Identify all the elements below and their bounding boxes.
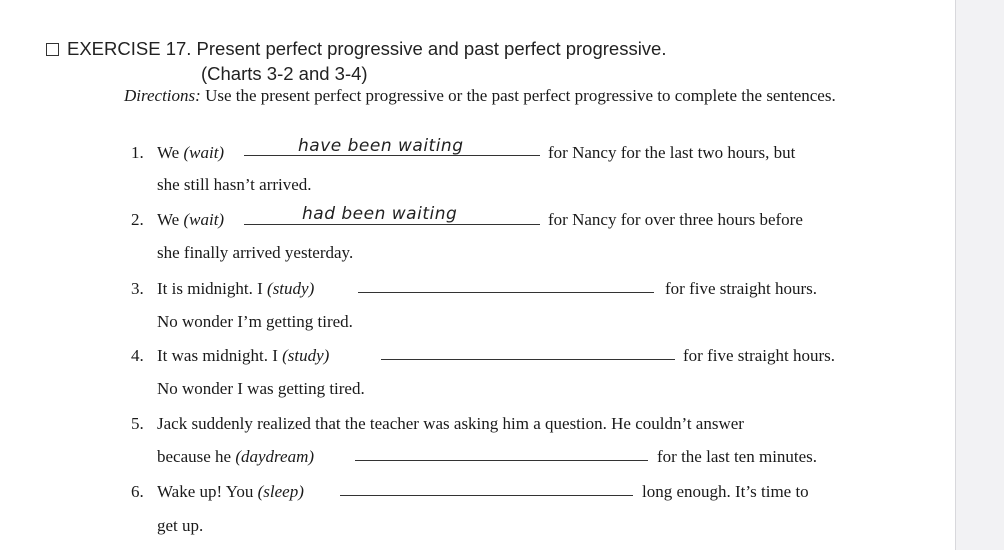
item-1-post: for Nancy for the last two hours, but — [548, 143, 796, 162]
item-5-answer-line[interactable] — [355, 460, 648, 461]
item-6-answer-line[interactable] — [340, 495, 633, 496]
item-6-verb: (sleep) — [257, 482, 304, 501]
item-3-answer-line[interactable] — [358, 292, 654, 293]
item-5-cont-pre: because he — [157, 447, 236, 466]
directions-label: Directions: — [124, 86, 201, 105]
item-2-answer-line[interactable] — [244, 224, 540, 225]
exercise-header — [46, 38, 667, 84]
directions-text: Use the present perfect progressive or the past perfect progressive to complete the sentences. — [200, 86, 836, 105]
item-3-verb: (study) — [267, 279, 315, 298]
item-1-pre: We — [157, 143, 184, 162]
item-3-post: for five straight hours. — [665, 279, 818, 298]
item-5-post: for the last ten minutes. — [657, 447, 818, 466]
item-4-verb: (study) — [282, 346, 330, 365]
item-5-prompt: Jack suddenly realized that the teacher was asking him a question. He couldn’t answer — [157, 414, 744, 433]
item-number: 2. — [131, 210, 144, 229]
side-panel — [955, 0, 1004, 550]
item-4-post: for five straight hours. — [683, 346, 836, 365]
item-number: 4. — [131, 346, 144, 365]
item-1-prompt — [157, 143, 224, 163]
item-number: 3. — [131, 279, 144, 298]
item-6-continuation: get up. — [157, 516, 204, 535]
item-5-continuation — [157, 447, 314, 467]
exercise-title: EXERCISE 17. Present perfect progressive and past perfect progressive. — [67, 38, 667, 59]
item-1-continuation: she still hasn’t arrived. — [157, 175, 312, 194]
item-2-continuation: she finally arrived yesterday. — [157, 243, 354, 262]
item-1-verb: (wait) — [183, 143, 225, 162]
item-2-pre: We — [157, 210, 184, 229]
item-2-post: for Nancy for over three hours before — [548, 210, 803, 229]
item-number: 1. — [131, 143, 144, 162]
item-4-pre: It was midnight. I — [157, 346, 283, 365]
item-4-prompt — [157, 346, 329, 366]
item-2-prompt — [157, 210, 224, 230]
exercise-checkbox[interactable] — [46, 43, 59, 56]
item-4-continuation: No wonder I was getting tired. — [157, 379, 365, 398]
item-3-pre: It is midnight. I — [157, 279, 268, 298]
item-1-answer[interactable]: have been waiting — [298, 136, 464, 156]
item-3-prompt — [157, 279, 314, 299]
directions — [124, 85, 854, 107]
item-4-answer-line[interactable] — [381, 359, 675, 360]
item-5-verb: (daydream) — [235, 447, 315, 466]
exercise-subtitle: (Charts 3-2 and 3-4) — [201, 63, 368, 84]
item-number: 6. — [131, 482, 144, 501]
item-2-answer[interactable]: had been waiting — [302, 204, 458, 224]
item-3-continuation: No wonder I’m getting tired. — [157, 312, 353, 331]
item-2-verb: (wait) — [183, 210, 225, 229]
item-number: 5. — [131, 414, 144, 433]
item-6-pre: Wake up! You — [157, 482, 258, 501]
item-6-post: long enough. It’s time to — [642, 482, 809, 501]
item-6-prompt — [157, 482, 304, 502]
